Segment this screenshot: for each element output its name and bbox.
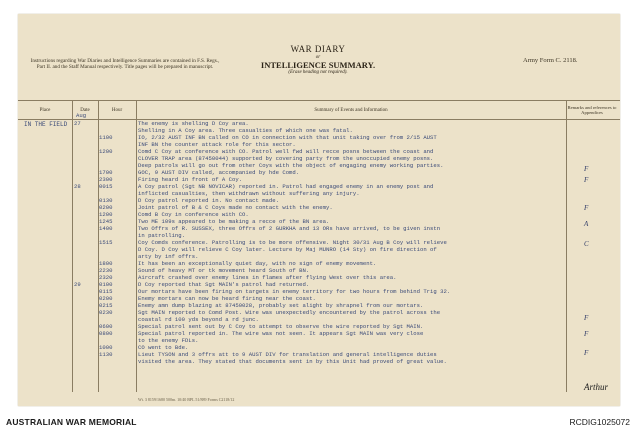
diary-entry-row: [72, 204, 572, 211]
remark-note: F: [584, 165, 589, 173]
entry-summary: INF BN the counter attack role for this sector.: [138, 141, 296, 148]
place-label: IN THE FIELD: [24, 121, 68, 128]
entry-summary: D Coy reported that Sgt MAIN's patrol had returned.: [138, 281, 310, 288]
entry-hour: 1130: [99, 351, 113, 358]
diary-entry-row: [72, 274, 572, 281]
title-war-diary: WAR DIARY: [290, 44, 346, 54]
entry-summary: Sgt MAIN reported to Comd Post. Wire was unexpectedly encountered by the patrol across the: [138, 309, 441, 316]
month-label: Aug: [76, 112, 87, 119]
entry-hour: 1400: [99, 225, 113, 232]
entry-summary: D Coy patrol reported in. No contact made.: [138, 197, 279, 204]
entry-date: 29: [74, 281, 81, 288]
entry-summary: Two ME 109s appeared to be making a recce of the BN area.: [138, 218, 330, 225]
diary-entry-row: [72, 260, 572, 267]
entry-hour: 2320: [99, 274, 113, 281]
entry-summary: arty by inf offrs.: [138, 253, 199, 260]
entry-hour: 1245: [99, 218, 113, 225]
diary-entry-row: [72, 295, 572, 302]
title-intelligence-summary: INTELLIGENCE SUMMARY.: [260, 60, 376, 70]
diary-entry-row: [72, 309, 572, 316]
entry-hour: 1200: [99, 148, 113, 155]
signature: Arthur: [584, 382, 609, 392]
entry-hour: 1700: [99, 169, 113, 176]
entry-hour: 0015: [99, 183, 113, 190]
column-header-date: Date: [80, 107, 90, 113]
entry-hour: 0215: [99, 302, 113, 309]
diary-entry-row: [72, 141, 572, 148]
diary-entry-row: [72, 302, 572, 309]
diary-entry-row: [72, 127, 572, 134]
entry-summary: Aircraft crashed over enemy lines in flames after flying West over this area.: [138, 274, 397, 281]
printer-line: Wt. 3 8159/1680 500m. 10/40 BPL 51/889 Forms C2118/12: [138, 397, 235, 402]
entry-summary: CO went to Bde.: [138, 344, 189, 351]
entry-summary: to the enemy FDLs.: [138, 337, 199, 344]
remark-note: F: [584, 330, 589, 338]
diary-entry-row: [72, 267, 572, 274]
diary-title: [208, 44, 428, 75]
entry-hour: 0800: [99, 330, 113, 337]
entry-summary: Deep patrols will go out from other Coys with the object of engaging enemy working parties.: [138, 162, 444, 169]
title-erase-note: (Erase heading not required).: [288, 70, 348, 75]
diary-entry-row: [72, 351, 572, 358]
entry-hour: 1515: [99, 239, 113, 246]
diary-entry-row: [72, 225, 572, 232]
remark-note: F: [584, 314, 589, 322]
entry-summary: A Coy patrol (Sgt NB NOVICAR) reported in. Patrol had engaged enemy in an enemy post and: [138, 183, 434, 190]
entry-summary: Firing heard in front of A Coy.: [138, 176, 243, 183]
footer-institution: AUSTRALIAN WAR MEMORIAL: [6, 417, 137, 427]
remark-note: F: [584, 204, 589, 212]
diary-entry-row: [72, 316, 572, 323]
entry-hour: 2230: [99, 267, 113, 274]
column-header-hour: Hour: [111, 107, 123, 113]
entry-hour: 1800: [99, 260, 113, 267]
entry-summary: visited the area. They stated that documents sent in by this Unit had proved of great value.: [138, 358, 447, 365]
diary-entry-row: [72, 155, 572, 162]
entry-hour: 0600: [99, 323, 113, 330]
diary-entry-row: [72, 176, 572, 183]
entry-summary: coastal rd 100 yds beyond a rd junc.: [138, 316, 259, 323]
diary-entries: [72, 120, 572, 365]
entry-summary: Shelling in A Coy area. Three casualties of which one was fatal.: [138, 127, 353, 134]
column-header-place: Place: [39, 107, 51, 113]
entry-summary: Comd B Coy in conference with CO.: [138, 211, 249, 218]
remark-note: F: [584, 349, 589, 357]
column-header-summary: Summary of Events and Information: [314, 107, 388, 113]
entry-hour: 1000: [99, 344, 113, 351]
column-header-remarks: Remarks and references to Appendices: [567, 104, 617, 115]
diary-entry-row: [72, 239, 572, 246]
diary-page: [18, 14, 620, 406]
diary-entry-row: [72, 148, 572, 155]
entry-summary: Lieut TYSON and 3 offrs att to 9 AUST DIV for translation and general intelligence duties: [138, 351, 437, 358]
entry-summary: Two Offrs of R. SUSSEX, three Offrs of 2 GURKHA and 13 ORs have arrived, to be given instn: [138, 225, 441, 232]
entry-hour: 1100: [99, 134, 113, 141]
remark-note: F: [584, 176, 589, 184]
diary-entry-row: [72, 246, 572, 253]
diary-entry-row: [72, 323, 572, 330]
entry-summary: Special patrol sent out by C Coy to attempt to observe the wire reported by Sgt MAIN.: [138, 323, 424, 330]
form-number: Army Form C. 2118.: [523, 57, 578, 64]
footer-record-id: RCDIG1025072: [569, 417, 630, 427]
diary-entry-row: [72, 288, 572, 295]
diary-entry-row: [72, 218, 572, 225]
entry-summary: It has been an exceptionally quiet day, with no sign of enemy movement.: [138, 260, 377, 267]
entry-summary: Enemy amn dump blazing at 87450028, probably set alight by shrapnel from our mortars.: [138, 302, 424, 309]
instructions-text: Instructions regarding War Diaries and Intelligence Summaries are contained in F.S. Regs., Part II. and the Staff Manual respectively. Title pages will be prepared in manuscript.: [30, 58, 220, 71]
entry-date: 28: [74, 183, 81, 190]
diary-entry-row: [72, 337, 572, 344]
diary-entry-row: [72, 358, 572, 365]
entry-summary: GOC, 9 AUST DIV called, accompanied by hde Comd.: [138, 169, 300, 176]
entry-summary: Joint patrol of B & C Coys made no contact with the enemy.: [138, 204, 333, 211]
entry-hour: 0200: [99, 204, 113, 211]
entry-hour: 0115: [99, 288, 113, 295]
entry-hour: 0230: [99, 309, 113, 316]
entry-summary: D Coy. D Coy will relieve C Coy later. Lecture by Maj MUNRO (14 Sty) on fire direction of: [138, 246, 437, 253]
diary-entry-row: [72, 211, 572, 218]
entry-hour: 0200: [99, 295, 113, 302]
diary-entry-row: [72, 190, 572, 197]
diary-entry-row: [72, 183, 572, 190]
entry-summary: Special patrol reported in. The wire was not seen. It appears Sgt MAIN was very close: [138, 330, 424, 337]
diary-entry-row: [72, 344, 572, 351]
entry-summary: Comd C Coy at conference with CO. Patrol well fwd will recce posns between the coast and: [138, 148, 434, 155]
entry-date: 27: [74, 120, 81, 127]
diary-entry-row: [72, 281, 572, 288]
entry-summary: Coy Comds conference. Patrolling is to be more offensive. Night 30/31 Aug B Coy will relieve: [138, 239, 447, 246]
diary-entry-row: [72, 162, 572, 169]
title-or: or: [315, 55, 321, 60]
entry-hour: 0100: [99, 281, 113, 288]
entry-summary: IO, 2/32 AUST INF BN called on CO in connection with that unit taking over from 2/15 AUST: [138, 134, 437, 141]
entry-hour: 1200: [99, 211, 113, 218]
diary-entry-row: [72, 169, 572, 176]
entry-summary: Sound of heavy MT or tk movement heard South of BN.: [138, 267, 310, 274]
entry-hour: 2300: [99, 176, 113, 183]
diary-entry-row: [72, 253, 572, 260]
entry-summary: Our mortars have been firing on targets in enemy territory for two hours from behind Trig 32.: [138, 288, 451, 295]
entry-summary: The enemy is shelling D Coy area.: [138, 120, 249, 127]
entry-summary: in patrolling.: [138, 232, 185, 239]
remark-note: A: [584, 220, 589, 228]
diary-entry-row: [72, 197, 572, 204]
entry-summary: CLOVER TRAP area (87450044) supported by covering party from the unoccupied enemy posns.: [138, 155, 434, 162]
diary-entry-row: [72, 134, 572, 141]
entry-summary: inflicted casualties, then withdrawn without suffering any injury.: [138, 190, 360, 197]
remark-note: C: [584, 240, 589, 248]
header-top-rule: [18, 100, 620, 101]
entry-hour: 0130: [99, 197, 113, 204]
diary-entry-row: [72, 232, 572, 239]
diary-entry-row: [72, 120, 572, 127]
diary-entry-row: [72, 330, 572, 337]
entry-summary: Enemy mortars can now be heard firing near the coast.: [138, 295, 316, 302]
